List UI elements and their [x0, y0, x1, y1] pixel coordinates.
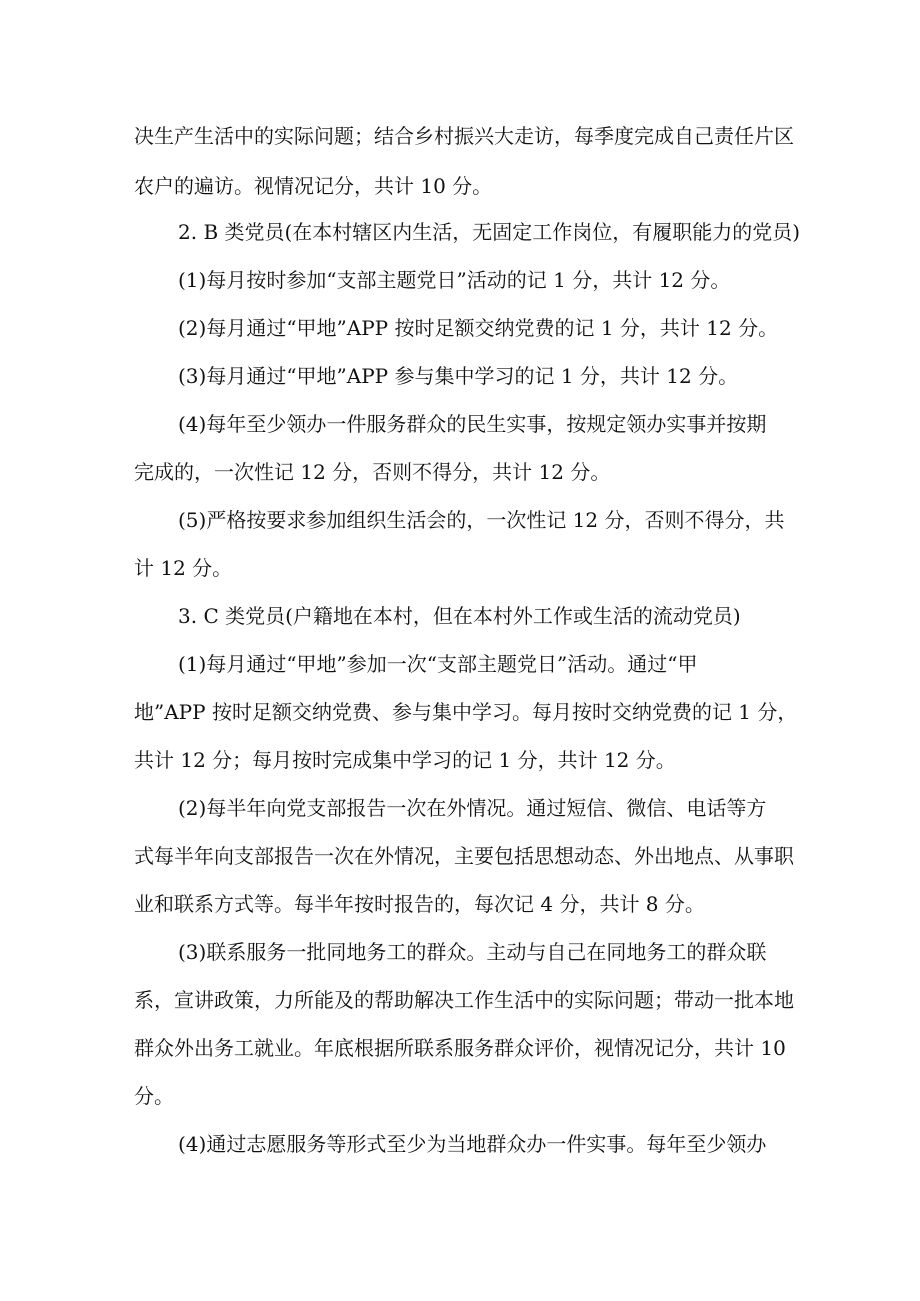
- list-item: (3)联系服务一批同地务工的群众。主动与自己在同地务工的群众联: [178, 940, 767, 964]
- text-line: 农户的遍访。视情况记分，共计 10 分。: [134, 174, 493, 198]
- text-line: 地”APP 按时足额交纳党费、参与集中学习。每月按时交纳党费的记 1 分，: [134, 700, 798, 724]
- text-line: 群众外出务工就业。年底根据所联系服务群众评价，视情况记分，共计 10: [134, 1036, 786, 1060]
- list-item: (3)每月通过“甲地”APP 参与集中学习的记 1 分，共计 12 分。: [178, 364, 739, 388]
- text-line: 系，宣讲政策，力所能及的帮助解决工作生活中的实际问题；带动一批本地: [134, 988, 794, 1012]
- list-item: (4)通过志愿服务等形式至少为当地群众办一件实事。每年至少领办: [178, 1132, 767, 1156]
- text-line: 计 12 分。: [134, 556, 233, 580]
- text-line: 共计 12 分；每月按时完成集中学习的记 1 分，共计 12 分。: [134, 748, 676, 772]
- text-line: 业和联系方式等。每半年按时报告的，每次记 4 分，共计 8 分。: [134, 892, 705, 916]
- list-item: (4)每年至少领办一件服务群众的民生实事，按规定领办实事并按期: [178, 412, 767, 436]
- list-item: (2)每半年向党支部报告一次在外情况。通过短信、微信、电话等方: [178, 796, 767, 820]
- text-line: 决生产生活中的实际问题；结合乡村振兴大走访，每季度完成自己责任片区: [134, 124, 794, 148]
- text-line: 分。: [134, 1084, 174, 1108]
- text-line: 完成的，一次性记 12 分，否则不得分，共计 12 分。: [134, 460, 611, 484]
- list-item: (5)严格按要求参加组织生活会的，一次性记 12 分，否则不得分，共: [178, 508, 785, 532]
- section-heading-b: 2. B 类党员(在本村辖区内生活，无固定工作岗位，有履职能力的党员): [178, 220, 801, 244]
- list-item: (1)每月通过“甲地”参加一次“支部主题党日”活动。通过“甲: [178, 652, 698, 676]
- list-item: (2)每月通过“甲地”APP 按时足额交纳党费的记 1 分，共计 12 分。: [178, 316, 779, 340]
- section-heading-c: 3. C 类党员(户籍地在本村，但在本村外工作或生活的流动党员): [178, 604, 741, 628]
- list-item: (1)每月按时参加“支部主题党日”活动的记 1 分，共计 12 分。: [178, 268, 731, 292]
- text-line: 式每半年向支部报告一次在外情况，主要包括思想动态、外出地点、从事职: [134, 844, 794, 868]
